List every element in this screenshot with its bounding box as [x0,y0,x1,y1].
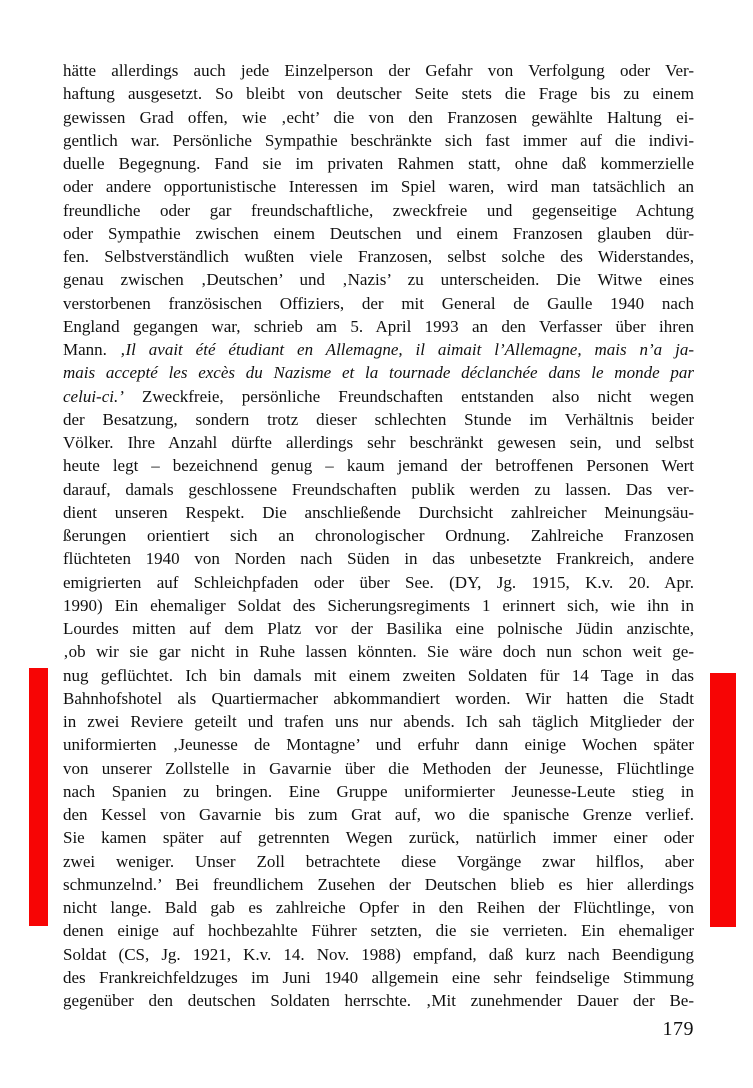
text-line [63,780,694,803]
text-line [63,152,694,175]
text-line [63,733,694,756]
text-line [63,385,694,408]
text-segment-italic: ‚Il avait été étudiant en Allemagne, il aimait l’Allemagne, mais n’a ja- [119,340,694,359]
text-segment: dient unseren Respekt. Die anschließende Durchsicht zahlreicher Meinungsäu- [63,502,694,522]
text-segment: den Kessel von Gavarnie bis zum Grat auf, wo die spanische Grenze verlief. [63,805,694,824]
page-number: 179 [662,1018,694,1040]
text-line [63,989,694,1012]
text-segment: nach Spanien zu bringen. Eine Gruppe uniformierter Jeunesse-Leute stieg in [63,781,694,801]
text-segment: darauf, damals geschlossene Freundschaften publik werden zu lassen. Das ver- [63,479,694,499]
text-segment-italic: mais accepté les excès du Nazisme et la tournade déclanchée dans le monde par [63,363,694,383]
text-segment: schmunzelnd.’ Bei freundlichem Zusehen der Deutschen blieb es hier allerdings [63,874,694,894]
text-line [63,408,694,431]
text-line [63,873,694,896]
text-segment: haftung ausgesetzt. So bleibt von deutscher Seite stets die Frage bis zu einem [63,84,694,104]
text-line [63,292,694,315]
text-line [63,222,694,245]
text-line [63,454,694,477]
text-line [63,617,694,640]
text-segment: freundliche oder gar freundschaftliche, zweckfreie und gegenseitige Achtung [63,200,694,220]
text-segment: ‚ob wir sie gar nicht in Ruhe lassen könnten. Sie wäre doch nun schon weit ge- [63,642,694,662]
text-segment: hätte allerdings auch jede Einzelperson der Gefahr von Verfolgung oder Ver- [63,61,694,80]
text-segment: Völker. Ihre Anzahl dürfte allerdings sehr beschränkt gewesen sein, und selbst [63,433,694,452]
text-line [63,524,694,547]
text-line [63,315,694,338]
text-line [63,571,694,594]
text-line [63,687,694,710]
margin-highlight-bar-right [710,673,736,927]
text-line [63,106,694,129]
text-segment: Soldat (CS, Jg. 1921, K.v. 14. Nov. 1988) empfand, daß kurz nach Beendigung [63,944,694,964]
text-segment: heute legt – bezeichnend genug – kaum jemand der betroffenen Personen Wert [63,456,694,476]
text-line [63,361,694,384]
text-segment: emigrierten auf Schleichpfaden oder über See. (DY, Jg. 1915, K.v. 20. Apr. [63,572,694,592]
text-segment: oder andere opportunistische Interessen im Spiel waren, wird man tatsächlich an [63,177,694,197]
text-line [63,175,694,198]
text-segment: Lourdes mitten auf dem Platz vor der Basilika eine polnische Jüdin anzischte, [63,619,694,638]
text-block [63,59,694,1012]
text-segment: genau zwischen ‚Deutschen’ und ‚Nazis’ zu unterscheiden. Die Witwe eines [63,270,694,290]
text-segment: Mann. [63,340,120,359]
text-segment-italic: celui-ci.’ [63,386,124,406]
text-segment: verstorbenen französischen Offiziers, der mit General de Gaulle 1940 nach [63,293,694,313]
text-segment: nicht lange. Bald gab es zahlreiche Opfer in den Reihen der Flüchtlinge, von [63,898,694,917]
text-segment: oder Sympathie zwischen einem Deutschen und einem Franzosen glauben dür- [63,223,694,243]
text-segment: fen. Selbstverständlich wußten viele Franzosen, selbst solche des Widerstandes, [63,247,694,266]
text-segment: gegenüber den deutschen Soldaten herrschte. ‚Mit zunehmender Dauer der Be- [63,991,694,1010]
text-line [63,59,694,82]
text-line [63,268,694,291]
text-segment: Sie kamen später auf getrennten Wegen zurück, natürlich immer einer oder [63,828,694,848]
text-line [63,850,694,873]
text-line [63,594,694,617]
text-line [63,245,694,268]
text-line [63,896,694,919]
text-segment: gentlich war. Persönliche Sympathie beschränkte sich fast immer auf die indivi- [63,130,694,150]
text-line [63,943,694,966]
text-segment: flüchteten 1940 von Norden nach Süden in das unbesetzte Frankreich, andere [63,549,694,569]
text-segment: Bahnhofshotel als Quartiermacher abkommandiert worden. Wir hatten die Stadt [63,688,694,708]
text-segment: 1990) Ein ehemaliger Soldat des Sicherungsregiments 1 erinnert sich, wie ihn in [63,595,694,615]
text-line [63,664,694,687]
text-line [63,129,694,152]
text-line [63,547,694,570]
text-line [63,640,694,663]
text-segment: ßerungen orientiert sich an chronologischer Ordnung. Zahlreiche Franzosen [63,526,694,545]
text-line [63,710,694,733]
text-line [63,757,694,780]
text-line [63,919,694,942]
text-segment: uniformierten ‚Jeunesse de Montagne’ und erfuhr dann einige Wochen später [63,735,694,755]
text-line [63,199,694,222]
text-segment: Zweckfreie, persönliche Freundschaften entstanden also nicht wegen [123,386,694,406]
text-line [63,966,694,989]
text-segment: denen einige auf hochbezahlte Führer setzten, die sie verrieten. Ein ehemaliger [63,921,694,941]
text-line [63,803,694,826]
text-line [63,478,694,501]
text-segment: gewissen Grad offen, wie ‚echt’ die von den Franzosen gewählte Haltung ei- [63,107,694,127]
text-line [63,431,694,454]
text-segment: England gegangen war, schrieb am 5. April 1993 an den Verfasser über ihren [63,316,694,336]
text-segment: duelle Begegnung. Fand sie im privaten Rahmen statt, ohne daß kommerzielle [63,154,694,173]
text-segment: zwei weniger. Unser Zoll betrachtete diese Vorgänge zwar hilflos, aber [63,851,694,871]
text-line [63,826,694,849]
text-line [63,82,694,105]
text-line [63,501,694,524]
margin-highlight-bar-left [29,668,48,926]
text-segment: nug geflüchtet. Ich bin damals mit einem zweiten Soldaten für 14 Tage in das [63,665,694,685]
text-segment: des Frankreichfeldzuges im Juni 1940 allgemein eine sehr feindselige Stimmung [63,967,694,987]
text-line [63,338,694,361]
text-segment: in zwei Reviere geteilt und trafen uns nur abends. Ich sah täglich Mitglieder der [63,712,694,731]
text-segment: von unserer Zollstelle in Gavarnie über die Methoden der Jeunesse, Flüchtlinge [63,758,694,778]
text-segment: der Besatzung, sondern trotz dieser schlechten Stunde im Verhältnis beider [63,409,694,429]
